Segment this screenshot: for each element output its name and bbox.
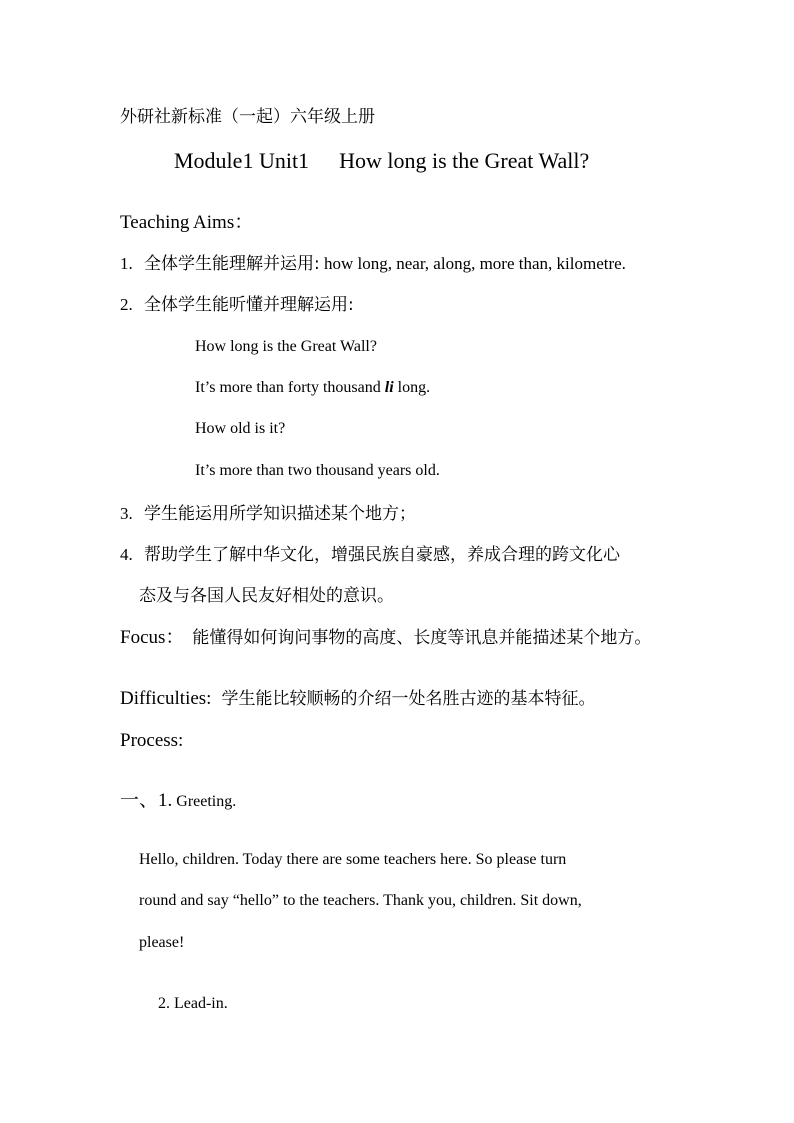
step-label: Greeting.: [172, 793, 237, 810]
aim-number: 4.: [120, 545, 133, 564]
page-title: [174, 150, 589, 172]
aim-text-en: how long, near, along, more than, kilometre.: [319, 254, 626, 273]
title-module: Module1 Unit1: [174, 148, 310, 173]
title-lesson: How long is the Great Wall?: [339, 148, 590, 173]
greeting-line-1: Hello, children. Today there are some teachers here. So please turn: [139, 851, 567, 868]
sentence-how-old: How old is it?: [195, 420, 286, 437]
aim-text-cn: 帮助学生了解中华文化，增强民族自豪感，养成合理的跨文化心: [144, 545, 620, 565]
aim-item-4: [120, 546, 620, 564]
sentence-part: long.: [393, 379, 431, 396]
focus-line: [120, 628, 651, 647]
difficulties-text: 学生能比较顺畅的介绍一处名胜古迹的基本特征。: [221, 689, 596, 709]
step-prefix: 一、: [120, 789, 159, 811]
step-1-greeting: [120, 791, 236, 810]
aim-text-cn: 全体学生能理解并运用:: [144, 254, 320, 274]
textbook-header: 外研社新标准（一起）六年级上册: [120, 107, 375, 127]
sentence-more-than-li: [195, 380, 430, 396]
aim-text-cn: 全体学生能听懂并理解运用:: [144, 295, 354, 315]
aim-item-3: [120, 505, 416, 523]
step-number: 1.: [158, 790, 173, 811]
difficulties-line: [120, 689, 595, 708]
aim-item-1: [120, 255, 626, 273]
aim-item-2: [120, 296, 354, 314]
aim-number: 2.: [120, 295, 133, 314]
aim-number: 1.: [120, 254, 133, 273]
sentence-part: It’s more than forty thousand: [195, 379, 385, 396]
difficulties-label: Difficulties:: [120, 688, 212, 709]
teaching-aims-heading: Teaching Aims：: [120, 212, 254, 233]
focus-text: 能懂得如何询问事物的高度、长度等讯息并能描述某个地方。: [192, 628, 652, 648]
aim-text-cn: 学生能运用所学知识描述某个地方；: [144, 504, 416, 524]
greeting-line-2: round and say “hello” to the teachers. Thank you, children. Sit down,: [139, 892, 582, 909]
process-heading: Process:: [120, 730, 184, 751]
greeting-line-3: please!: [139, 934, 185, 951]
aim-number: 3.: [120, 504, 133, 523]
sentence-years-old: It’s more than two thousand years old.: [195, 462, 440, 479]
aim-item-4-continued: 态及与各国人民友好相处的意识。: [139, 586, 394, 606]
step-2-lead-in: 2. Lead-in.: [158, 995, 228, 1012]
sentence-how-long: How long is the Great Wall?: [195, 338, 377, 355]
li-word: li: [384, 379, 394, 396]
focus-label: Focus：: [120, 627, 185, 648]
